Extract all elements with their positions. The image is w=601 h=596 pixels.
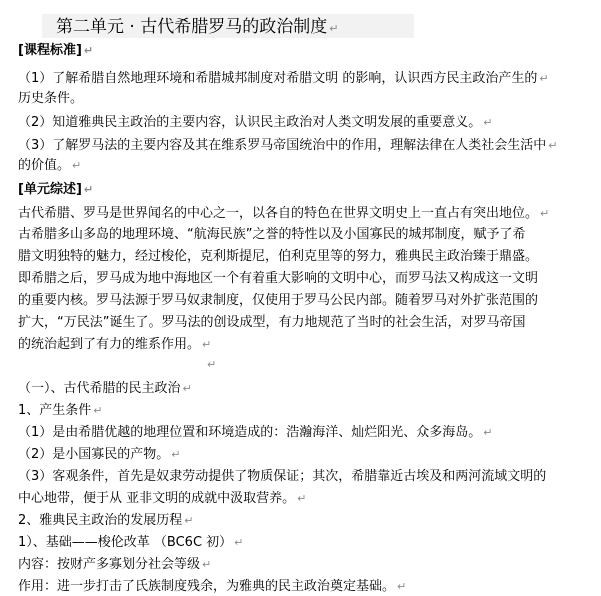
paragraph-mark-icon: ↵ bbox=[93, 404, 103, 417]
document-line-text: （3）客观条件，首先是奴隶劳动提供了物质保证；其次，希腊靠近古埃及和两河流域文明的 bbox=[18, 469, 547, 484]
document-line-text: 的价值。 bbox=[18, 158, 71, 173]
document-line bbox=[18, 137, 593, 154]
document-line bbox=[18, 336, 593, 353]
paragraph-mark-icon: ↵ bbox=[171, 448, 181, 461]
paragraph-mark-icon: ↵ bbox=[540, 207, 550, 220]
paragraph-mark-icon: ↵ bbox=[202, 558, 212, 571]
document-line bbox=[205, 356, 601, 373]
document-line bbox=[18, 292, 593, 309]
paragraph-mark-icon: ↵ bbox=[539, 72, 549, 85]
document-line bbox=[18, 42, 593, 59]
document-line-text: （1）了解希腊自然地理环境和希腊城邦制度对希腊文明 的影响，认识西方民主政治产生的 bbox=[18, 71, 538, 86]
document-line bbox=[18, 380, 593, 397]
document-line bbox=[18, 314, 593, 331]
paragraph-mark-icon: ↵ bbox=[83, 183, 94, 196]
paragraph-mark-icon: ↵ bbox=[234, 536, 244, 549]
document-line-text: （1）是由希腊优越的地理位置和环境造成的：浩瀚海洋、灿烂阳光、众多海岛。 bbox=[18, 425, 482, 440]
paragraph-mark-icon: ↵ bbox=[184, 514, 194, 527]
document-line-text: （3）了解罗马法的主要内容及其在维系罗马帝国统治中的作用，理解法律在人类社会生活中 bbox=[18, 138, 547, 153]
document-line-text: （一）、古代希腊的民主政治 bbox=[18, 381, 181, 396]
document-line bbox=[18, 402, 593, 419]
document-line bbox=[18, 534, 593, 551]
document-line-text: 内容：按财产多寡划分社会等级 bbox=[18, 557, 201, 572]
document-line-text: 作用：进一步打击了氏族制度残余，为雅典的民主政治奠定基础。 bbox=[18, 579, 396, 594]
document-line bbox=[18, 181, 593, 198]
document-line bbox=[18, 270, 593, 287]
document-line-text: [课程标准] bbox=[18, 43, 82, 58]
document-line bbox=[18, 157, 593, 174]
document-line-text: 古希腊多山多岛的地理环境、“航海民族”之誉的特性以及小国寡民的城邦制度，赋予了希 bbox=[18, 227, 526, 242]
document-line bbox=[18, 226, 593, 243]
document-line bbox=[18, 70, 593, 87]
document-title-text: 第二单元 · 古代希腊罗马的政治制度 bbox=[56, 17, 328, 37]
paragraph-mark-icon: ↵ bbox=[397, 580, 407, 593]
document-line-text: 历史条件。 bbox=[18, 91, 84, 106]
document-line-text: 中心地带，便于从 亚非文明的成就中汲取营养。 bbox=[18, 491, 296, 506]
paragraph-mark-icon: ↵ bbox=[202, 338, 212, 351]
document-line-text: 扩大，“万民法”诞生了。罗马法的创设成型，有力地规范了当时的社会生活，对罗马帝国 bbox=[18, 315, 526, 330]
paragraph-mark-icon: ↵ bbox=[297, 492, 307, 505]
document-line-text: 即希腊之后，罗马成为地中海地区一个有着重大影响的文明中心，而罗马法又构成这一文明 bbox=[18, 271, 539, 286]
document-line-text: 1）、基础——梭伦改革 （BC6C 初） bbox=[18, 535, 233, 550]
document-line bbox=[18, 114, 593, 131]
document-line bbox=[18, 468, 593, 485]
document-line bbox=[18, 490, 593, 507]
paragraph-mark-icon: ↵ bbox=[83, 44, 94, 57]
paragraph-mark-icon: ↵ bbox=[207, 358, 217, 371]
document-line-text: （2）知道雅典民主政治的主要内容，认识民主政治对人类文明发展的重要意义。 bbox=[18, 115, 482, 130]
paragraph-mark-icon: ↵ bbox=[182, 382, 192, 395]
document-line bbox=[18, 512, 593, 529]
paragraph-mark-icon: ↵ bbox=[329, 22, 339, 35]
document-line bbox=[18, 424, 593, 441]
paragraph-mark-icon: ↵ bbox=[548, 139, 558, 152]
document-line-text: 2、雅典民主政治的发展历程 bbox=[18, 513, 183, 528]
document-line-text: （2）是小国寡民的产物。 bbox=[18, 447, 170, 462]
document-line bbox=[18, 90, 593, 107]
document-line-text: 腊文明独特的魅力，经过梭伦，克利斯提尼，伯利克里等的努力，雅典民主政治臻于鼎盛。 bbox=[18, 249, 539, 264]
document-line bbox=[18, 556, 593, 573]
document-title bbox=[56, 16, 338, 40]
document-line bbox=[18, 205, 593, 222]
document-line-text: 古代希腊、罗马是世界闻名的中心之一，以各自的特色在世界文明史上一直占有突出地位。 bbox=[18, 206, 539, 221]
document-line bbox=[18, 446, 593, 463]
document-line-text: 1、产生条件 bbox=[18, 403, 92, 418]
paragraph-mark-icon: ↵ bbox=[483, 116, 493, 129]
document-line bbox=[18, 248, 593, 265]
document-line bbox=[18, 578, 593, 595]
paragraph-mark-icon: ↵ bbox=[72, 159, 82, 172]
document-line-text: [单元综述] bbox=[18, 182, 82, 197]
document-line-text: 的统治起到了有力的维系作用。 bbox=[18, 337, 201, 352]
document-line-text: 的重要内核。罗马法源于罗马奴隶制度，仅使用于罗马公民内部。随着罗马对外扩张范围的 bbox=[18, 293, 539, 308]
paragraph-mark-icon: ↵ bbox=[483, 426, 493, 439]
